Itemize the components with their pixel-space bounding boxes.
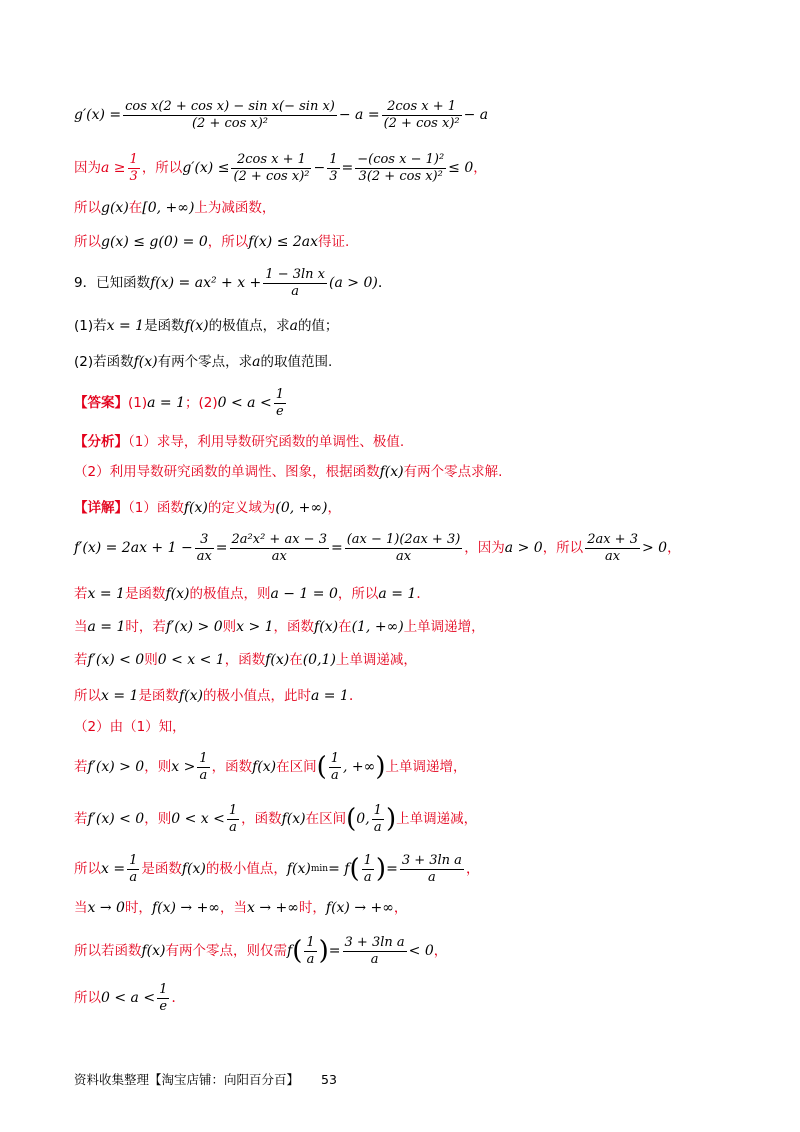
- fraction: $\frac{\text{cos x(2 + cos x) − sin x(− sin x)}}{\text{(2 + cos x)²}}$: [125, 98, 335, 131]
- analysis-tag: 【分析】: [74, 434, 128, 450]
- inequality-line: 因为 a ≥ $\frac{1}{3}$ ，所以 g′(x) ≤ $\frac{\text{2cos x + 1}}{\text{(2 + cos x)²}}$ − $\frac{1}{3}$ = $\frac{\text{−(cos x − 1)²}}{\text{3(2 + cos x)²}}$ ≤ 0 ，: [74, 151, 487, 184]
- decreasing-interval-line: 若f′(x) < 0则0 < x < 1，函数f(x)在(0,1)上单调递减，: [74, 652, 417, 668]
- increasing-line: 当a = 1时，若f′(x) > 0则x > 1，函数f(x)在(1, +∞)上单调递增，: [74, 619, 485, 635]
- fraction: $\frac{(ax - 1)(2ax + 3)}{ax}$: [346, 531, 461, 564]
- minimum-value-line: 所以 x = $\frac{1}{a}$ 是函数 f(x) 的极小值点， f(x) min = f ( $\frac{1}{a}$ ) = $\frac{\text{3 + 3ln a}}{a}$ ，: [74, 852, 480, 885]
- fraction: $\frac{\text{1 − 3ln x}}{a}$: [265, 266, 325, 299]
- paren-close: ): [375, 854, 387, 884]
- part-2-decreasing-line: 若 f′(x) < 0 ，则 0 < x < $\frac{1}{a}$ ，函数 f(x) 在区间 ( 0, $\frac{1}{a}$ ) 上单调递减，: [74, 802, 478, 835]
- proof-conclusion-line: 所以g(x) ≤ g(0) = 0，所以f(x) ≤ 2ax得证.: [74, 234, 350, 250]
- two-zeros-line: 所以若函数 f(x) 有两个零点，则仅需 f ( $\frac{1}{a}$ ) = $\frac{\text{3 + 3ln a}}{a}$ < 0 ，: [74, 934, 448, 967]
- answer-tag: 【答案】: [74, 395, 128, 411]
- footer-text: 资料收集整理【淘宝店铺：向阳百分百】: [74, 1072, 300, 1087]
- solution-tag: 【详解】: [74, 500, 128, 516]
- fraction: $\frac{\text{3 + 3ln a}}{a}$: [344, 934, 405, 967]
- solution-line: 【详解】（1）函数f(x)的定义域为(0, +∞)，: [74, 500, 341, 516]
- paren-open: (: [349, 854, 360, 884]
- question-9-part-2: (2)若函数f(x)有两个零点，求a的取值范围.: [74, 354, 333, 370]
- paren-close: ): [375, 752, 386, 782]
- analysis-line: 【分析】（1）求导，利用导数研究函数的单调性、极值.: [74, 434, 405, 450]
- fraction: $\frac{1}{a}$: [306, 934, 315, 967]
- decreasing-line: 所以g(x)在[0, +∞)上为减函数，: [74, 200, 276, 216]
- answer-line: 【答案】 (1) a = 1 ；(2) 0 < a < $\frac{1}{e}$: [74, 386, 284, 419]
- derivative-g-line: g′(x) = $\frac{\text{cos x(2 + cos x) − sin x(− sin x)}}{\text{(2 + cos x)²}}$ − a = $\frac{\text{2cos x + 1}}{\text{(2 + cos x)²}}$ − a: [74, 98, 489, 131]
- fraction: $\frac{1}{a}$: [373, 802, 382, 835]
- page-number: 53: [321, 1072, 337, 1087]
- fraction: $\frac{\text{3 + 3ln a}}{a}$: [401, 852, 462, 885]
- paren-open: (: [346, 804, 357, 834]
- final-answer-line: 所以 0 < a < $\frac{1}{e}$ .: [74, 981, 176, 1014]
- paren-open: (: [316, 752, 327, 782]
- fraction: $\frac{1}{a}$: [330, 750, 340, 783]
- fraction: $\frac{\text{2a²x² + ax − 3}}{ax}$: [231, 531, 327, 564]
- part-2-intro: （2）由（1）知，: [74, 719, 186, 735]
- fraction: $\frac{1}{e}$: [159, 981, 168, 1014]
- fraction: $\frac{\text{−(cos x − 1)²}}{\text{3(2 + cos x)²}}$: [357, 151, 445, 184]
- fraction: $\frac{1}{a}$: [129, 852, 138, 885]
- question-9: 9．已知函数 f(x) = ax² + x + $\frac{\text{1 − 3ln x}}{a}$ (a > 0) .: [74, 266, 383, 299]
- minimum-point-line: 所以x = 1是函数f(x)的极小值点，此时a = 1.: [74, 688, 354, 704]
- g-prime-lhs: g′(x) =: [74, 107, 122, 123]
- question-9-part-1: (1)若x = 1是函数f(x)的极值点，求a的值；: [74, 318, 339, 334]
- fraction: $\frac{\text{2cos x + 1}}{\text{(2 + cos x)²}}$: [233, 151, 310, 184]
- analysis-line-2: （2）利用导数研究函数的单调性、图象，根据函数f(x)有两个零点求解.: [74, 464, 503, 480]
- paren-open: (: [292, 936, 303, 966]
- derivative-f-line: f′(x) = 2ax + 1 − $\frac{3}{ax}$ = $\frac{\text{2a²x² + ax − 3}}{ax}$ = $\frac{(ax - 1)(2ax + 3)}{ax}$ ，因为 a > 0 ，所以 $\frac{2ax + 3}{ax}$ > 0 ，: [74, 531, 681, 564]
- fraction: $\frac{2ax + 3}{ax}$: [587, 531, 638, 564]
- fraction: $\frac{1}{a}$: [363, 852, 372, 885]
- fraction: $\frac{\text{2cos x + 1}}{\text{(2 + cos x)²}}$: [383, 98, 460, 131]
- extremum-condition-line: 若x = 1是函数f(x)的极值点，则a − 1 = 0，所以a = 1.: [74, 586, 421, 602]
- fraction: $\frac{3}{ax}$: [196, 531, 212, 564]
- part-2-increasing-line: 若 f′(x) > 0 ，则 x > $\frac{1}{a}$ ，函数 f(x) 在区间 ( $\frac{1}{a}$ , +∞ ) 上单调递增，: [74, 750, 467, 783]
- fraction: $\frac{1}{e}$: [275, 386, 284, 419]
- paren-close: ): [385, 804, 397, 834]
- fraction: $\frac{1}{a}$: [199, 750, 208, 783]
- page-footer: [74, 1070, 337, 1088]
- fraction: $\frac{1}{3}$: [129, 151, 138, 184]
- fraction: $\frac{1}{3}$: [329, 151, 338, 184]
- limits-line: 当x → 0时，f(x) → +∞，当x → +∞时，f(x) → +∞，: [74, 900, 408, 916]
- paren-close: ): [318, 936, 329, 966]
- fraction: $\frac{1}{a}$: [228, 802, 238, 835]
